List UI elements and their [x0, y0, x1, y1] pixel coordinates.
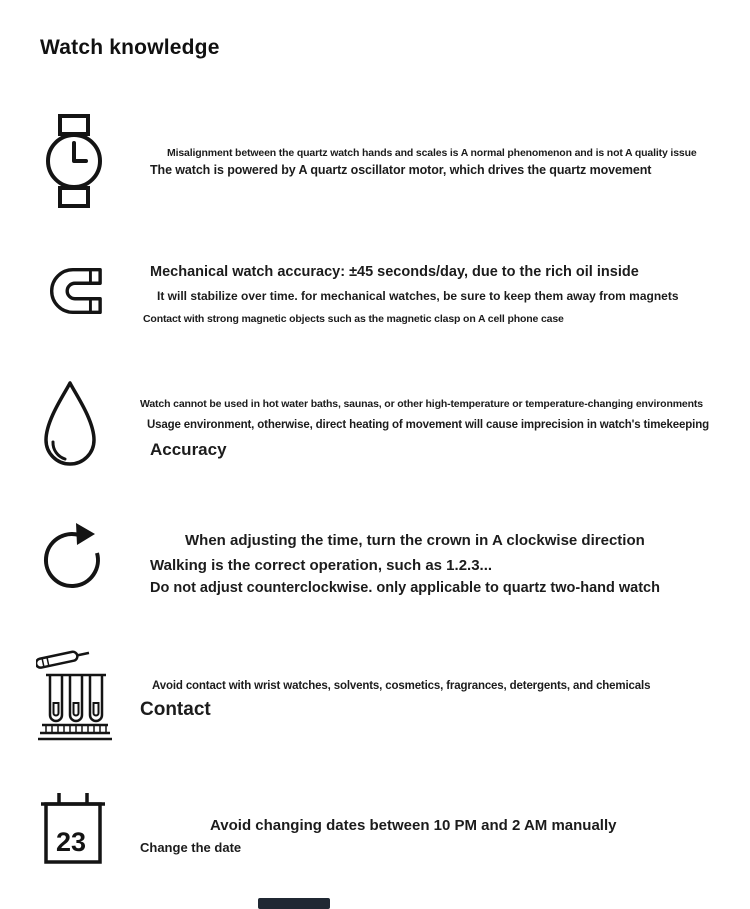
magnet-icon [38, 260, 108, 322]
magnet-sub: It will stabilize over time. for mechanical watches, be sure to keep them away from magnets [157, 289, 679, 303]
quartz-main: The watch is powered by A quartz oscillator motor, which drives the quartz movement [150, 163, 652, 177]
date-sub: Change the date [140, 840, 242, 855]
page-title: Watch knowledge [40, 36, 220, 59]
temperature-heading: Accuracy [150, 440, 227, 459]
wristwatch-icon [42, 112, 106, 210]
quartz-note: Misalignment between the quartz watch hands and scales is A normal phenomenon and is not A quality issue [167, 147, 697, 159]
magnet-main: Mechanical watch accuracy: ±45 seconds/day, due to the rich oil inside [150, 264, 639, 280]
clockwise-arrow-icon [40, 518, 106, 594]
test-tubes-icon [36, 645, 114, 743]
bottom-bar [258, 898, 330, 909]
crown-line-2: Walking is the correct operation, such as 1.2.3... [150, 557, 493, 574]
chemical-note: Avoid contact with wrist watches, solvents, cosmetics, fragrances, detergents, and chemicals [152, 680, 651, 692]
magnet-note: Contact with strong magnetic objects such as the magnetic clasp on A cell phone case [143, 313, 564, 325]
date-main: Avoid changing dates between 10 PM and 2 AM manually [210, 817, 617, 834]
temperature-sub: Usage environment, otherwise, direct heating of movement will cause imprecision in watch's timekeeping [147, 419, 709, 431]
temperature-note: Watch cannot be used in hot water baths, saunas, or other high-temperature or temperature-changing environments [140, 398, 703, 410]
water-drop-icon [38, 378, 102, 474]
crown-line-1: When adjusting the time, turn the crown in A clockwise direction [185, 532, 645, 549]
calendar-icon [40, 788, 106, 870]
crown-line-3: Do not adjust counterclockwise. only applicable to quartz two-hand watch [150, 580, 660, 596]
chemical-heading: Contact [140, 699, 211, 720]
calendar-day: 23 [56, 827, 87, 857]
